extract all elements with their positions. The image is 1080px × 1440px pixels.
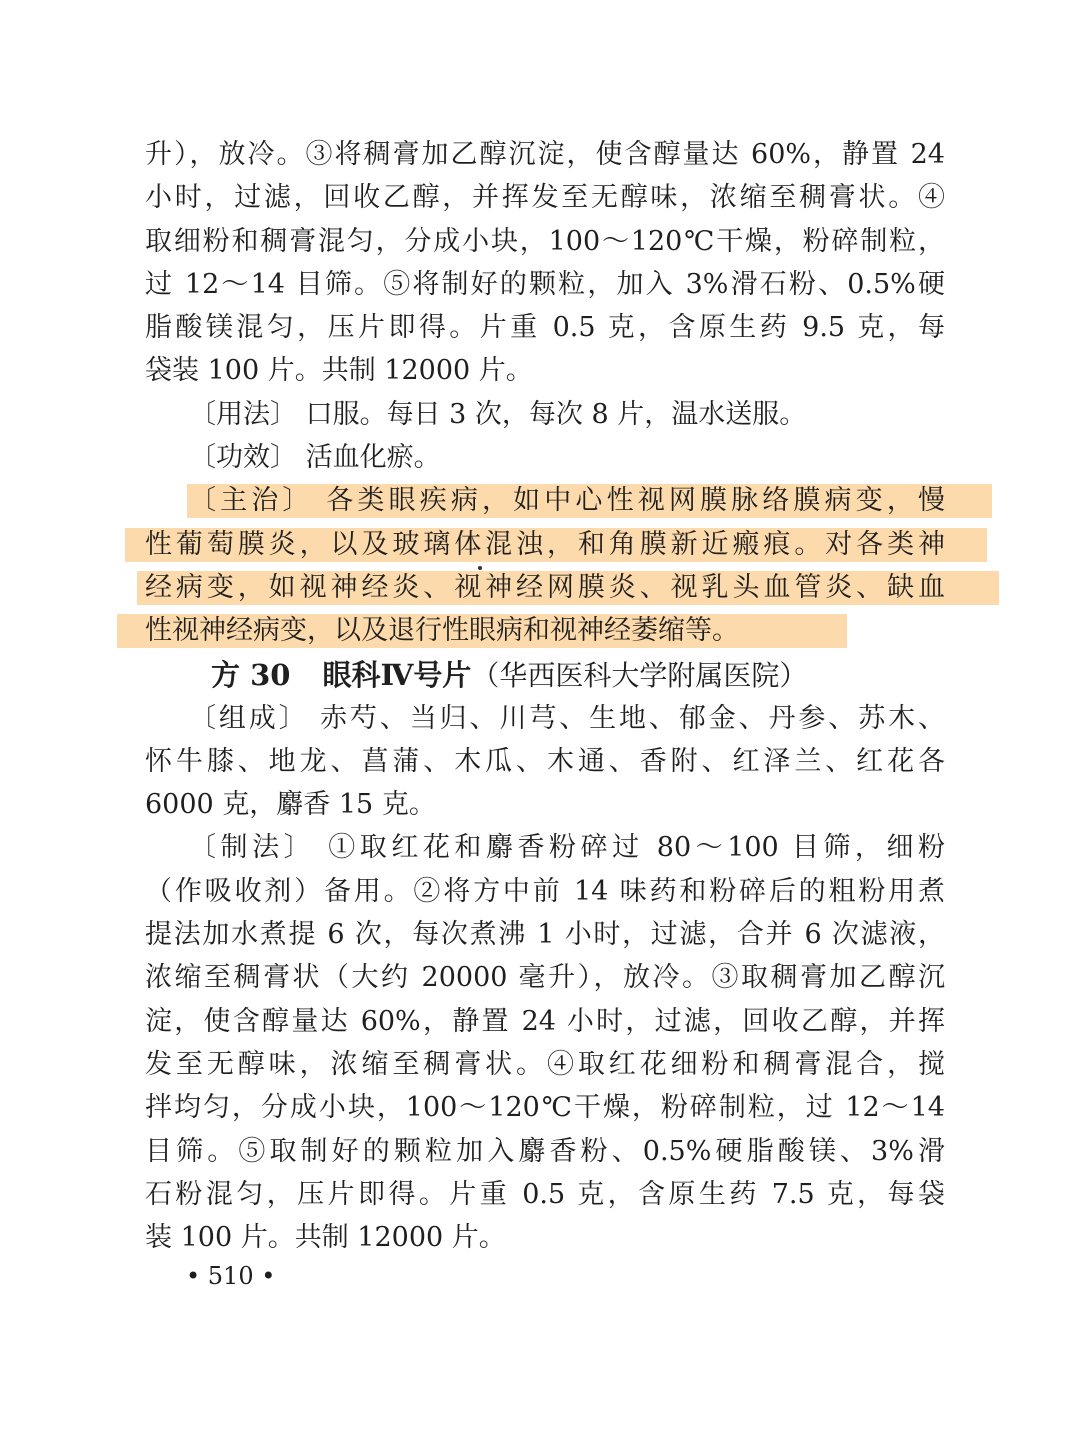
highlighted-line: 性视神经病变，以及退行性眼病和视神经萎缩等。	[145, 609, 945, 652]
text-line: 〔制法〕 ①取红花和麝香粉碎过 80～100 目筛，细粉	[189, 832, 945, 864]
text-line: 怀牛膝、地龙、菖蒲、木瓜、木通、香附、红泽兰、红花各	[145, 745, 945, 777]
text-line: 〔组成〕 赤芍、当归、川芎、生地、郁金、丹参、苏木、	[189, 702, 945, 734]
text-line: 发至无醇味，浓缩至稠膏状。④取红花细粉和稠膏混合，搅	[145, 1048, 945, 1080]
scan-dot	[478, 566, 482, 570]
text-line: 升），放冷。③将稠膏加乙醇沉淀，使含醇量达 60%，静置 24	[145, 139, 945, 170]
preparation-continued	[145, 133, 945, 393]
highlighted-line: 性葡萄膜炎，以及玻璃体混浊，和角膜新近瘢痕。对各类神	[145, 523, 945, 566]
text-line: 装 100 片。共制 12000 片。	[145, 1222, 506, 1254]
text-line: 淀，使含醇量达 60%，静置 24 小时，过滤，回收乙醇，并挥	[145, 1005, 945, 1037]
text-line: 小时，过滤，回收乙醇，并挥发至无醇味，浓缩至稠膏状。④	[145, 182, 945, 214]
text-line: 过 12～14 目筛。⑤将制好的颗粒，加入 3%滑石粉、0.5%硬	[145, 268, 945, 300]
text-line: 石粉混匀，压片即得。片重 0.5 克，含原生药 7.5 克，每袋	[145, 1178, 945, 1210]
highlighted-line: 经病变，如视神经炎、视神经网膜炎、视乳头血管炎、缺血	[145, 566, 945, 609]
highlighted-line: 〔主治〕 各类眼疾病，如中心性视网膜脉络膜病变，慢	[145, 479, 945, 522]
usage-line: 〔用法〕 口服。每日 3 次，每次 8 片，温水送服。	[189, 398, 807, 430]
formula-source: （华西医科大学附属医院）	[471, 658, 808, 692]
text-line: 拌均匀，分成小块，100～120℃干燥，粉碎制粒，过 12～14	[145, 1092, 945, 1124]
text-line: 6000 克，麝香 15 克。	[145, 789, 436, 821]
effect-line: 〔功效〕 活血化瘀。	[189, 442, 441, 474]
text-line: 取细粉和稠膏混匀，分成小块，100～120℃干燥，粉碎制粒，	[145, 225, 945, 257]
page-number: • 510 •	[186, 1262, 276, 1290]
text-line: 提法加水煮提 6 次，每次煮沸 1 小时，过滤，合并 6 次滤液，	[145, 919, 945, 951]
formula-heading	[145, 653, 945, 697]
book-page	[145, 133, 945, 1259]
composition-section	[145, 697, 945, 827]
formula-number: 方 30	[211, 657, 291, 692]
text-line: （作吸收剂）备用。②将方中前 14 味药和粉碎后的粗粉用煮	[145, 875, 945, 907]
text-line: 目筛。⑤取制好的颗粒加入麝香粉、0.5%硬脂酸镁、3%滑	[145, 1135, 945, 1167]
indications-section	[145, 479, 945, 652]
formula-name: 眼科Ⅳ号片	[322, 657, 472, 692]
preparation-section	[145, 826, 945, 1259]
text-line: 脂酸镁混匀，压片即得。片重 0.5 克，含原生药 9.5 克，每	[145, 312, 945, 344]
text-line: 袋装 100 片。共制 12000 片。	[145, 355, 533, 387]
text-line: 浓缩至稠膏状（大约 20000 毫升），放冷。③取稠膏加乙醇沉	[145, 962, 945, 994]
